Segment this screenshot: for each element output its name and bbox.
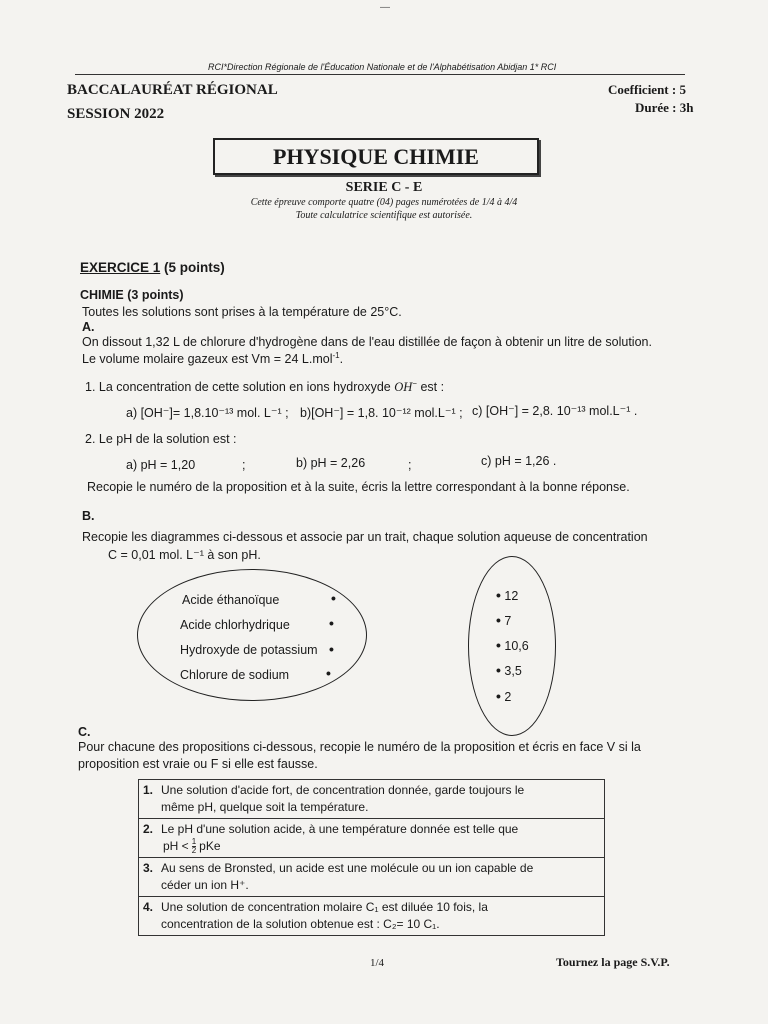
q1-option-a: a) [OH⁻]= 1,8.10⁻¹³ mol. L⁻¹ ; xyxy=(126,406,289,420)
header-bac: BACCALAURÉAT RÉGIONAL xyxy=(67,82,278,98)
ph-item-1: • 12 xyxy=(496,587,519,603)
solution-dot: • xyxy=(329,615,334,631)
part-b-label: B. xyxy=(82,509,95,523)
table-row: 3. Au sens de Bronsted, un acide est une molécule ou un ion capable de céder un ion H⁺. xyxy=(139,858,605,897)
q1-option-b: b)[OH⁻] = 1,8. 10⁻¹² mol.L⁻¹ ; xyxy=(300,406,463,420)
page-title: PHYSIQUE CHIMIE xyxy=(213,138,539,175)
solution-item-2: Acide chlorhydrique xyxy=(180,618,290,632)
part-a-line1: On dissout 1,32 L de chlorure d'hydrogène dans de l'eau distillée de façon à obtenir un litre de solution. xyxy=(82,335,652,349)
exercise-title xyxy=(80,260,225,275)
q2-option-c: c) pH = 1,26 . xyxy=(481,454,557,468)
turn-page-note: Tournez la page S.V.P. xyxy=(556,955,670,969)
part-b-line2: C = 0,01 mol. L⁻¹ à son pH. xyxy=(108,548,261,562)
table-row: 2. Le pH d'une solution acide, à une température donnée est telle que pH < $\frac{1}{2}$ pKe xyxy=(139,819,605,858)
solution-item-4: Chlorure de sodium xyxy=(180,668,290,682)
calculator-note: Toute calculatrice scientifique est autorisée. xyxy=(295,210,473,221)
propositions-table xyxy=(138,779,605,936)
serie-label: SERIE C - E xyxy=(345,180,423,195)
header-rule xyxy=(75,74,685,75)
header-direction: RCI*Direction Régionale de l'Éducation Nationale et de l'Alphabétisation Abidjan 1* RCI xyxy=(208,62,557,72)
header-duree: Durée : 3h xyxy=(635,100,694,115)
ph-item-4: • 3,5 xyxy=(496,662,522,678)
part-c-line1: Pour chacune des propositions ci-dessous, recopie le numéro de la proposition et écris en face V si la xyxy=(78,740,641,754)
pages-note: Cette épreuve comporte quatre (04) pages numérotées de 1/4 à 4/4 xyxy=(250,197,518,208)
part-c-label: C. xyxy=(78,725,91,739)
solution-dot: • xyxy=(326,665,331,681)
header-session: SESSION 2022 xyxy=(67,106,165,122)
table-row: 1. Une solution d'acide fort, de concentration donnée, garde toujours le même pH, quelque soit la température. xyxy=(139,780,605,819)
page-number: 1/4 xyxy=(370,957,385,969)
part-a-instruction: Recopie le numéro de la proposition et à la suite, écris la lettre correspondant à la bonne réponse. xyxy=(87,480,630,494)
chimie-heading: CHIMIE (3 points) xyxy=(80,288,184,302)
part-c-line2: proposition est vraie ou F si elle est fausse. xyxy=(78,757,318,771)
scan-mark: — xyxy=(380,2,390,13)
part-b-line1: Recopie les diagrammes ci-dessous et associe par un trait, chaque solution aqueuse de concentration xyxy=(82,530,648,544)
exercise-number: EXERCICE 1 xyxy=(80,260,161,275)
ph-item-3: • 10,6 xyxy=(496,637,529,653)
solution-item-1: Acide éthanoïque xyxy=(182,593,280,607)
intro-text: Toutes les solutions sont prises à la température de 25°C. xyxy=(82,305,402,319)
part-a-line2: Le volume molaire gazeux est Vm = 24 L.mol$^{-1}$. xyxy=(82,351,344,367)
solution-item-3: Hydroxyde de potassium xyxy=(180,643,318,657)
header-coefficient: Coefficient : 5 xyxy=(608,82,686,97)
ph-item-2: • 7 xyxy=(496,612,512,628)
part-a-label: A. xyxy=(82,320,95,334)
solution-dot: • xyxy=(329,641,334,657)
table-row: 4. Une solution de concentration molaire C₁ est diluée 10 fois, la concentration de la solution obtenue est : C₂= 10 C₁. xyxy=(139,897,605,936)
q1-option-c: c) [OH⁻] = 2,8. 10⁻¹³ mol.L⁻¹ . xyxy=(472,404,638,418)
question-1: 1. La concentration de cette solution en ions hydroxyde OH− est : xyxy=(85,379,445,395)
question-2: 2. Le pH de la solution est : xyxy=(85,432,237,446)
q2-option-b: b) pH = 2,26 xyxy=(296,456,366,470)
ph-item-5: • 2 xyxy=(496,688,512,704)
fraction: $\frac{1}{2}$ xyxy=(191,837,197,856)
exercise-points: (5 points) xyxy=(164,260,225,275)
solution-dot: • xyxy=(331,590,336,606)
q2-sep-2: ; xyxy=(408,458,412,472)
q2-sep-1: ; xyxy=(242,458,246,472)
q2-option-a: a) pH = 1,20 xyxy=(126,458,196,472)
